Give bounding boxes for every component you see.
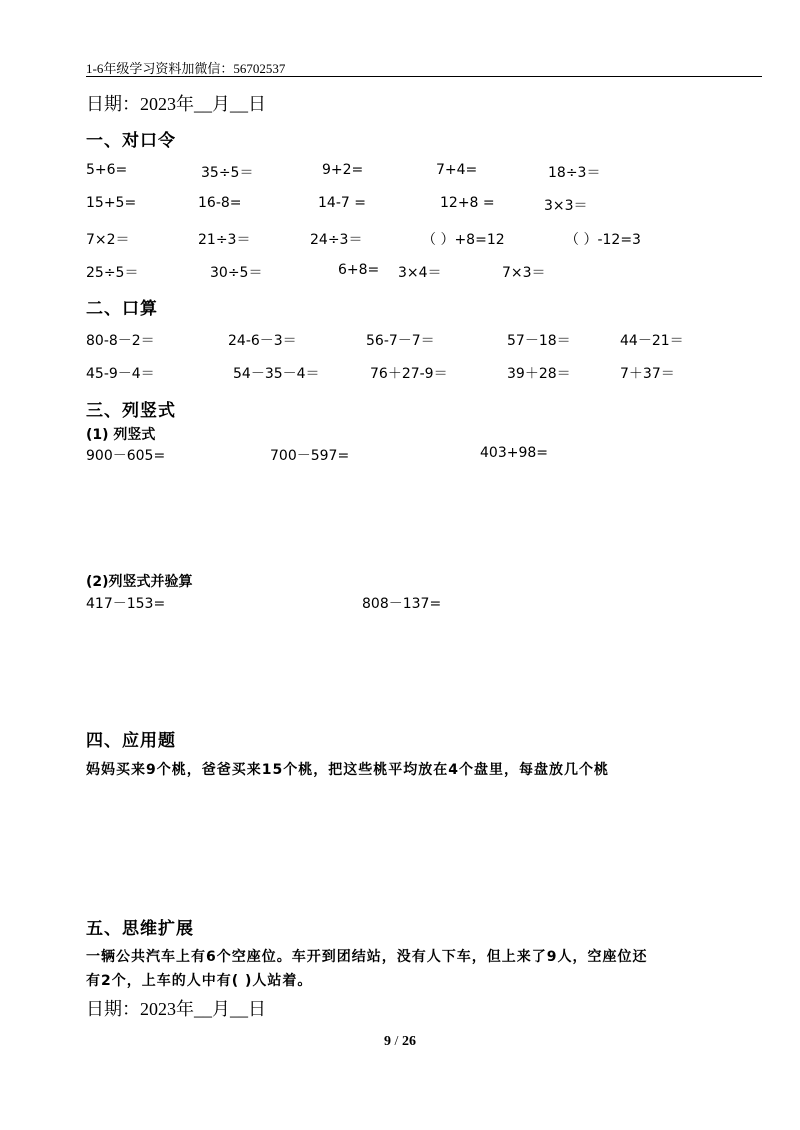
- thinking-problem-line-2: 有2个，上车的人中有( )人站着。: [86, 973, 313, 989]
- problem: 900－605=: [86, 448, 166, 464]
- problem: 24÷3＝: [310, 232, 363, 248]
- problem: 3×3＝: [544, 198, 588, 214]
- section-4-title: 四、应用题: [86, 731, 176, 751]
- date-line-bottom: 日期：2023年__月__日: [86, 999, 266, 1019]
- problem: 54－35－4＝: [233, 366, 320, 382]
- problem: 57－18＝: [507, 333, 571, 349]
- word-problem-text: 妈妈买来9个桃，爸爸买来15个桃，把这些桃平均放在4个盘里，每盘放几个桃: [86, 762, 609, 778]
- current-page: 9: [384, 1034, 392, 1049]
- problem: （ ）+8=12: [422, 232, 505, 248]
- subsection-label: (1) 列竖式: [86, 427, 156, 443]
- page-header-text: 1-6年级学习资料加微信：56702537: [86, 61, 286, 76]
- problem: 76＋27-9＝: [370, 366, 448, 382]
- problem: 21÷3＝: [198, 232, 251, 248]
- problem: 16-8=: [198, 195, 242, 211]
- subsection-label: (2)列竖式并验算: [86, 574, 193, 590]
- problem: 80-8－2＝: [86, 333, 155, 349]
- section-3-title: 三、列竖式: [86, 401, 176, 421]
- thinking-problem-line-1: 一辆公共汽车上有6个空座位。车开到团结站，没有人下车，但上来了9人，空座位还: [86, 949, 648, 965]
- problem: 35÷5＝: [201, 165, 254, 181]
- problem: 56-7－7＝: [366, 333, 435, 349]
- page-number: [0, 1034, 800, 1050]
- problem: 3×4＝: [398, 265, 442, 281]
- problem: 30÷5＝: [210, 265, 263, 281]
- problem: 7×3＝: [502, 265, 546, 281]
- section-1-title: 一、对口令: [86, 131, 176, 151]
- problem: 7×2＝: [86, 232, 130, 248]
- problem: 24-6－3＝: [228, 333, 297, 349]
- page-separator: /: [391, 1034, 402, 1049]
- problem: 18÷3＝: [548, 165, 601, 181]
- problem: 7＋37＝: [620, 366, 675, 382]
- problem: 25÷5＝: [86, 265, 139, 281]
- problem: 7+4=: [436, 162, 478, 178]
- section-5-title: 五、思维扩展: [86, 919, 194, 939]
- problem: （ ）-12=3: [565, 232, 641, 248]
- problem: 5+6=: [86, 162, 128, 178]
- problem: 39＋28＝: [507, 366, 571, 382]
- problem: 6+8=: [338, 262, 380, 278]
- total-pages: 26: [401, 1034, 416, 1049]
- problem: 14-7 =: [318, 195, 366, 211]
- section-2-title: 二、口算: [86, 299, 158, 319]
- problem: 700－597=: [270, 448, 350, 464]
- problem: 417－153=: [86, 596, 166, 612]
- date-line-top: 日期：2023年__月__日: [86, 94, 266, 114]
- problem: 9+2=: [322, 162, 364, 178]
- problem: 15+5=: [86, 195, 137, 211]
- header-divider: [86, 76, 762, 77]
- problem: 403+98=: [480, 445, 548, 461]
- problem: 808－137=: [362, 596, 442, 612]
- problem: 44－21＝: [620, 333, 684, 349]
- problem: 45-9－4＝: [86, 366, 155, 382]
- problem: 12+8 =: [440, 195, 495, 211]
